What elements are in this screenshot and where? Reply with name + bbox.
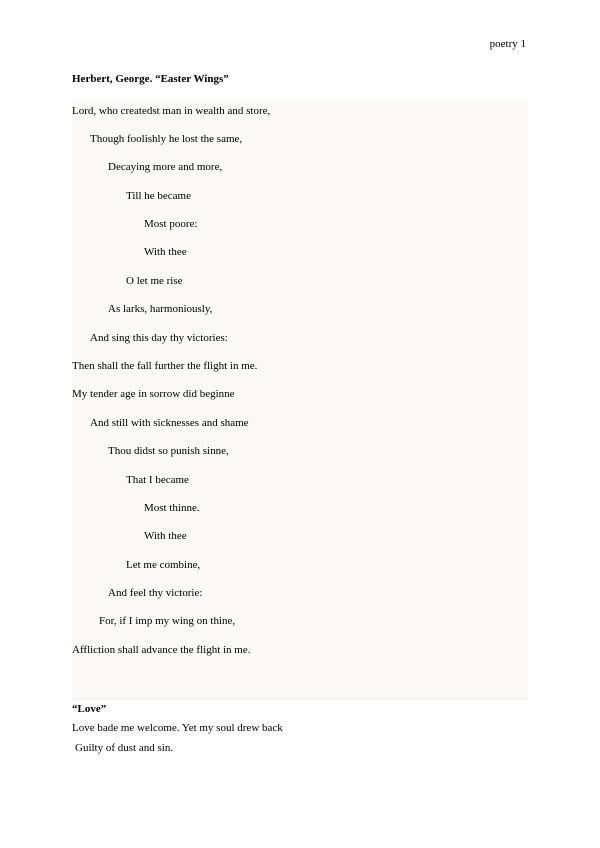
poem-block [72, 101, 528, 701]
poem-line: As larks, harmoniously, [108, 303, 213, 315]
poem-line: That I became [126, 474, 189, 486]
love-line: Love bade me welcome. Yet my soul drew back [72, 722, 283, 734]
poem-line: My tender age in sorrow did beginne [72, 388, 235, 400]
poem-line: And still with sicknesses and shame [90, 417, 249, 429]
running-header: poetry 1 [489, 38, 526, 50]
poem-line: Affliction shall advance the flight in me. [72, 644, 251, 656]
poem-line: Though foolishly he lost the same, [90, 133, 243, 145]
poem-line: For, if I imp my wing on thine, [99, 615, 236, 627]
poem-line: Till he became [126, 190, 191, 202]
poem-line: Most thinne. [144, 502, 200, 514]
poem-line: And feel thy victorie: [108, 587, 203, 599]
poem-line: Decaying more and more, [108, 161, 223, 173]
love-line: Guilty of dust and sin. [75, 742, 174, 754]
poem-title: Herbert, George. “Easter Wings” [72, 73, 229, 85]
poem-line: With thee [144, 530, 187, 542]
poem-line: And sing this day thy victories: [90, 332, 228, 344]
poem-line: Then shall the fall further the flight in me. [72, 360, 258, 372]
poem-line: Thou didst so punish sinne, [108, 445, 229, 457]
poem-line: Let me combine, [126, 559, 201, 571]
poem-line: Lord, who createdst man in wealth and store, [72, 105, 271, 117]
poem-line: With thee [144, 246, 187, 258]
love-title: “Love” [72, 703, 107, 715]
poem-line: Most poore: [144, 218, 198, 230]
poem-line: O let me rise [126, 275, 183, 287]
